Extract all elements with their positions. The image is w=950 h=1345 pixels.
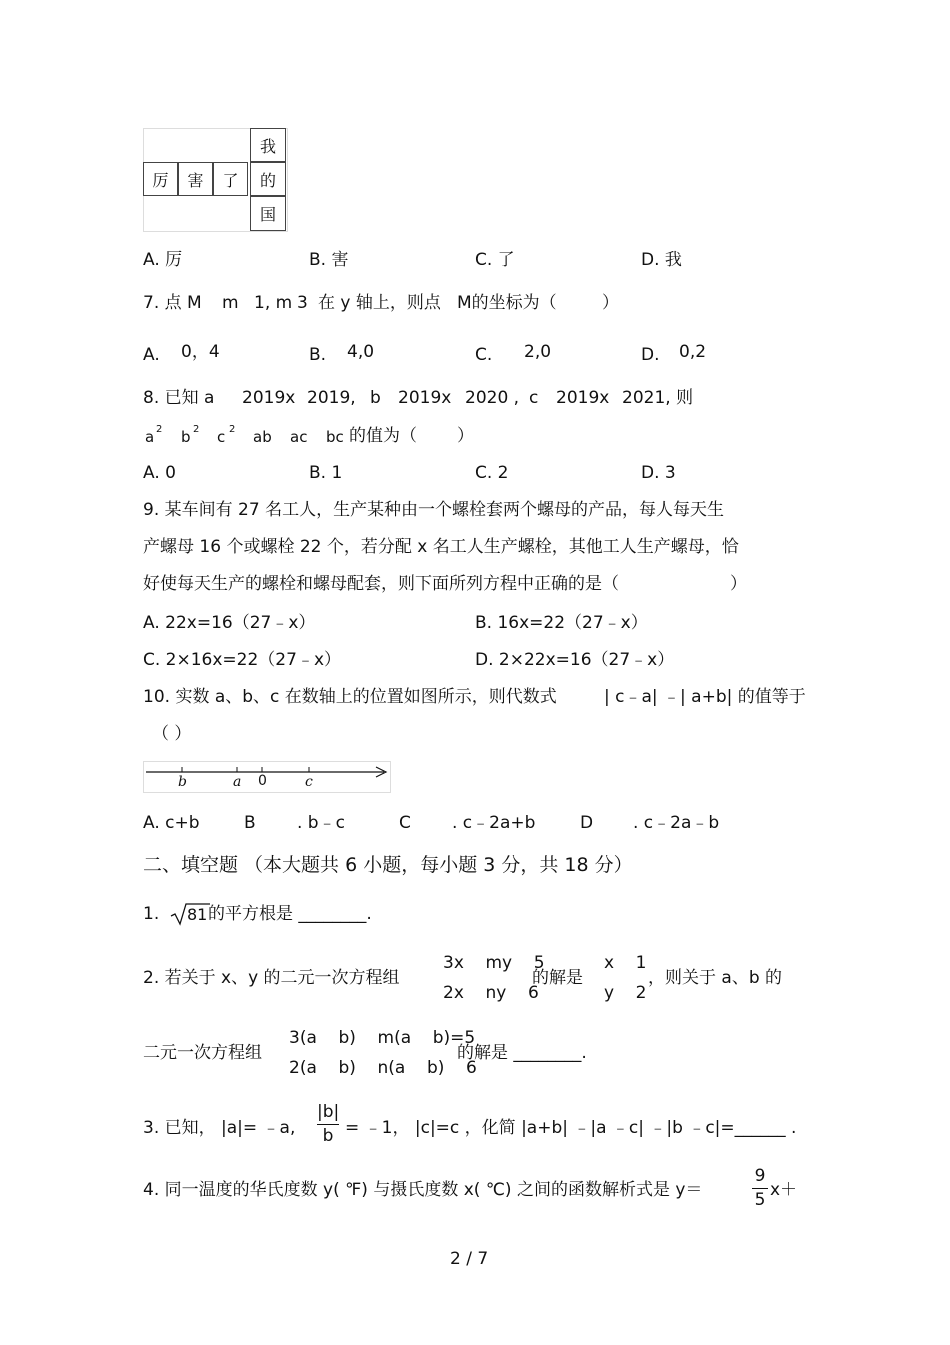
q7-stem-6: M的坐标为（ xyxy=(457,293,557,313)
q10-option-c: . c﹣2a+b xyxy=(452,813,536,833)
q9-line-2: 产螺母 16 个或螺栓 22 个，若分配 x 名工人生产螺栓，其他工人生产螺母，恰 xyxy=(143,537,739,557)
q8-option-b: B. 1 xyxy=(309,463,343,483)
q8-line1-4: b xyxy=(370,388,381,408)
q7-stem-3: 1, m xyxy=(254,293,293,313)
q6-option-d: D. 我 xyxy=(641,250,682,270)
q7-option-b-letter: B. xyxy=(309,345,327,365)
q10-option-d-letter: D xyxy=(580,813,594,833)
q7-option-a-value: 0，4 xyxy=(181,342,220,362)
f2-system1-row1: 3x my 5 xyxy=(443,953,545,973)
cube-net-figure xyxy=(143,128,288,232)
q10-expression: | c﹣a| ﹣| a+b| 的值等于 xyxy=(604,687,806,707)
q6-option-b: B. 害 xyxy=(309,250,349,270)
q7-option-c-value: 2,0 xyxy=(524,342,552,362)
page-number: 2 / 7 xyxy=(450,1249,489,1269)
q8-line2-a-sup: 2 xyxy=(156,424,163,435)
q9-option-d: D. 2×22x=16（27﹣x） xyxy=(475,650,675,670)
section-title: 二、填空题 （本大题共 6 小题，每小题 3 分，共 18 分） xyxy=(143,854,633,876)
q7-option-b-value: 4,0 xyxy=(347,342,375,362)
q10-line-2: （ ） xyxy=(152,724,192,744)
cube-cell-5: 的 xyxy=(250,162,286,196)
cube-cell-1: 厉 xyxy=(143,162,178,196)
f3-fraction xyxy=(317,1104,339,1145)
f2-pre2: 二元一次方程组 xyxy=(143,1043,262,1063)
axis-label-c: c xyxy=(305,774,313,790)
f4-numerator: 9 xyxy=(754,1166,766,1186)
q8-line2-ac: ac xyxy=(290,428,308,446)
f2-mid: 的解是 xyxy=(532,968,583,988)
q10-option-d: . c﹣2a﹣b xyxy=(633,813,720,833)
q7-option-d-value: 0,2 xyxy=(679,342,707,362)
q8-line2-a: a xyxy=(145,428,155,446)
q8-line2-c-sup: 2 xyxy=(229,424,236,435)
q7-stem-5: 在 y 轴上，则点 xyxy=(318,293,441,313)
f2-pre: 2. 若关于 x、y 的二元一次方程组 xyxy=(143,968,400,988)
q8-line1-9: 2021, 则 xyxy=(622,388,694,408)
f3-pre: 3. 已知， |a|= ﹣a, xyxy=(143,1118,296,1138)
q10-option-b: . b﹣c xyxy=(297,813,345,833)
q10-line-1: 10. 实数 a、b、c 在数轴上的位置如图所示，则代数式 xyxy=(143,687,557,707)
q8-line1-6: 2020 , xyxy=(465,388,520,408)
q7-stem-7: ） xyxy=(602,293,619,313)
f2-system2-row1: 3(a b) m(a b)=5 xyxy=(289,1028,476,1048)
f1-number: 1. xyxy=(143,904,160,924)
f4-denominator: 5 xyxy=(754,1190,766,1210)
f3-post: = ﹣1， |c|=c ，化简 |a+b| ﹣|a ﹣c| ﹣|b ﹣c|=______ . xyxy=(345,1118,797,1138)
q10-option-a: A. c+b xyxy=(143,813,200,833)
cube-cell-3: 了 xyxy=(213,162,248,196)
f2-system1-row2: 2x ny 6 xyxy=(443,983,539,1003)
cube-cell-2: 害 xyxy=(178,162,213,196)
q9-option-c: C. 2×16x=22（27﹣x） xyxy=(143,650,341,670)
q9-option-b: B. 16x=22（27﹣x） xyxy=(475,613,648,633)
sqrt-icon xyxy=(170,902,210,926)
q9-line-1: 9. 某车间有 27 名工人，生产某种由一个螺栓套两个螺母的产品，每人每天生 xyxy=(143,500,725,520)
q8-line1-2: 2019x xyxy=(242,388,296,408)
f4-post: x＋ xyxy=(770,1180,798,1200)
q6-option-a: A. 厉 xyxy=(143,250,183,270)
q8-line2-tail: 的值为（ xyxy=(349,426,417,446)
q8-line1-5: 2019x xyxy=(398,388,452,408)
f3-numerator: |b| xyxy=(317,1102,340,1122)
q10-option-c-letter: C xyxy=(399,813,411,833)
q8-line1-7: c xyxy=(529,388,539,408)
f1-text: 的平方根是 ________. xyxy=(208,904,372,924)
q7-stem-4: 3 xyxy=(297,293,308,313)
q8-option-c: C. 2 xyxy=(475,463,509,483)
number-line-figure xyxy=(143,761,391,793)
f3-denominator: b xyxy=(322,1126,334,1146)
f1-radicand: 81 xyxy=(187,905,208,924)
q9-line-3-close: ） xyxy=(730,574,747,594)
q9-line-3: 好使每天生产的螺栓和螺母配套，则下面所列方程中正确的是（ xyxy=(143,574,619,594)
cube-cell-4: 我 xyxy=(250,128,286,162)
f4-fraction xyxy=(752,1168,768,1209)
q8-line1-3: 2019, xyxy=(307,388,356,408)
q7-option-a-letter: A. xyxy=(143,345,160,365)
f2-system2-row2: 2(a b) n(a b) 6 xyxy=(289,1058,477,1078)
q8-line2-c: c xyxy=(217,428,226,446)
q8-line2-bc: bc xyxy=(326,428,344,446)
q8-line2-b-sup: 2 xyxy=(193,424,200,435)
f2-solution-row1: x 1 xyxy=(604,953,647,973)
q7-stem-1: 7. 点 M xyxy=(143,293,202,313)
q10-option-b-letter: B xyxy=(244,813,256,833)
f4-pre: 4. 同一温度的华氏度数 y( ℉) 与摄氏度数 x( ℃) 之间的函数解析式是 y＝ xyxy=(143,1180,703,1200)
q8-option-d: D. 3 xyxy=(641,463,676,483)
q8-line1-1: 8. 已知 a xyxy=(143,388,215,408)
q8-line2-close: ） xyxy=(457,426,474,446)
f2-post2: 的解是 ________. xyxy=(457,1043,587,1063)
axis-label-a: a xyxy=(233,774,242,790)
f2-solution-row2: y 2 xyxy=(604,983,647,1003)
q8-line2-ab: ab xyxy=(253,428,272,446)
q6-option-c: C. 了 xyxy=(475,250,515,270)
axis-label-zero: 0 xyxy=(258,773,267,789)
axis-label-b: b xyxy=(178,774,187,790)
q8-line1-8: 2019x xyxy=(556,388,610,408)
q9-option-a: A. 22x=16（27﹣x） xyxy=(143,613,316,633)
q7-stem-2: m xyxy=(222,293,239,313)
f2-post: ，则关于 a、b 的 xyxy=(648,968,783,988)
q7-option-d-letter: D. xyxy=(641,345,660,365)
cube-cell-6: 国 xyxy=(250,196,286,231)
q8-option-a: A. 0 xyxy=(143,463,176,483)
q7-option-c-letter: C. xyxy=(475,345,493,365)
q8-line2-b: b xyxy=(181,428,191,446)
